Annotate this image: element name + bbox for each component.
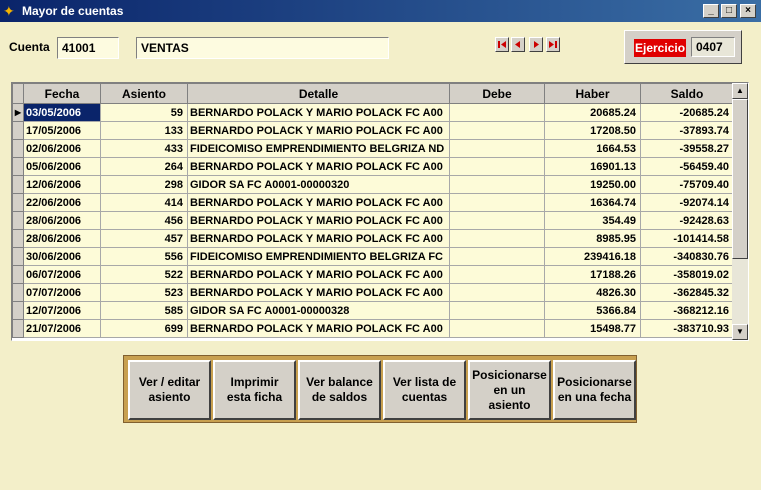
- cell-fecha[interactable]: 12/06/2006: [24, 176, 101, 194]
- cell-fecha[interactable]: 21/07/2006: [24, 320, 101, 338]
- cell-asiento[interactable]: 59: [101, 104, 188, 122]
- cell-asiento[interactable]: 556: [101, 248, 188, 266]
- view-edit-entry-button[interactable]: Ver / editar asiento: [128, 360, 211, 420]
- table-row[interactable]: [13, 176, 734, 194]
- cell-haber[interactable]: 4826.30: [545, 284, 641, 302]
- cell-asiento[interactable]: 699: [101, 320, 188, 338]
- cell-asiento[interactable]: 414: [101, 194, 188, 212]
- cell-detalle[interactable]: FIDEICOMISO EMPRENDIMIENTO BELGRIZA ND: [188, 140, 450, 158]
- table-row[interactable]: [13, 122, 734, 140]
- last-record-icon: [547, 38, 559, 51]
- cell-fecha[interactable]: 06/07/2006: [24, 266, 101, 284]
- app-icon: ✦: [3, 3, 15, 19]
- cell-saldo[interactable]: -340830.76: [641, 248, 734, 266]
- cell-detalle[interactable]: GIDOR SA FC A0001-00000320: [188, 176, 450, 194]
- table-row[interactable]: [13, 104, 734, 122]
- scroll-thumb[interactable]: [732, 99, 748, 259]
- column-header-haber[interactable]: Haber: [545, 84, 641, 104]
- account-code-field[interactable]: 41001: [57, 37, 119, 59]
- cell-fecha[interactable]: 05/06/2006: [24, 158, 101, 176]
- row-indicator-arrow-icon[interactable]: ▶: [13, 104, 24, 122]
- row-indicator[interactable]: [13, 194, 24, 212]
- cell-debe[interactable]: [450, 248, 545, 266]
- cell-debe[interactable]: [450, 284, 545, 302]
- cell-haber[interactable]: 17188.26: [545, 266, 641, 284]
- cell-asiento[interactable]: 264: [101, 158, 188, 176]
- cell-asiento[interactable]: 133: [101, 122, 188, 140]
- table-row[interactable]: [13, 230, 734, 248]
- minimize-button[interactable]: _: [703, 4, 719, 18]
- cell-fecha[interactable]: 28/06/2006: [24, 212, 101, 230]
- row-indicator[interactable]: [13, 230, 24, 248]
- cell-asiento[interactable]: 456: [101, 212, 188, 230]
- cell-detalle[interactable]: GIDOR SA FC A0001-00000328: [188, 302, 450, 320]
- cell-asiento[interactable]: 523: [101, 284, 188, 302]
- table-row[interactable]: [13, 266, 734, 284]
- cell-saldo[interactable]: -383710.93: [641, 320, 734, 338]
- column-header-saldo[interactable]: Saldo: [641, 84, 734, 104]
- ejercicio-value[interactable]: 0407: [691, 37, 735, 57]
- cell-detalle[interactable]: BERNARDO POLACK Y MARIO POLACK FC A00: [188, 104, 450, 122]
- row-indicator[interactable]: [13, 248, 24, 266]
- cell-haber[interactable]: 16364.74: [545, 194, 641, 212]
- cell-debe[interactable]: [450, 176, 545, 194]
- cell-haber[interactable]: 20685.24: [545, 104, 641, 122]
- account-name-field[interactable]: VENTAS: [136, 37, 389, 59]
- column-header-detalle[interactable]: Detalle: [188, 84, 450, 104]
- cell-fecha[interactable]: 03/05/2006: [24, 104, 101, 122]
- cell-detalle[interactable]: BERNARDO POLACK Y MARIO POLACK FC A00: [188, 122, 450, 140]
- first-record-icon: [496, 38, 508, 51]
- cell-debe[interactable]: [450, 230, 545, 248]
- row-indicator[interactable]: [13, 122, 24, 140]
- column-header-fecha[interactable]: Fecha: [24, 84, 101, 104]
- cell-asiento[interactable]: 457: [101, 230, 188, 248]
- cell-asiento[interactable]: 433: [101, 140, 188, 158]
- cell-fecha[interactable]: 22/06/2006: [24, 194, 101, 212]
- table-row[interactable]: [13, 212, 734, 230]
- row-indicator[interactable]: [13, 302, 24, 320]
- cell-fecha[interactable]: 07/07/2006: [24, 284, 101, 302]
- cell-debe[interactable]: [450, 158, 545, 176]
- maximize-button[interactable]: □: [721, 4, 737, 18]
- table-row[interactable]: [13, 140, 734, 158]
- cell-asiento[interactable]: 585: [101, 302, 188, 320]
- table-row[interactable]: [13, 158, 734, 176]
- cell-detalle[interactable]: BERNARDO POLACK Y MARIO POLACK FC A00: [188, 212, 450, 230]
- cell-fecha[interactable]: 30/06/2006: [24, 248, 101, 266]
- cell-asiento[interactable]: 298: [101, 176, 188, 194]
- cell-haber[interactable]: 8985.95: [545, 230, 641, 248]
- cell-saldo[interactable]: -37893.74: [641, 122, 734, 140]
- ledger-grid[interactable]: [11, 82, 749, 341]
- cell-detalle[interactable]: BERNARDO POLACK Y MARIO POLACK FC A00: [188, 320, 450, 338]
- cell-debe[interactable]: [450, 140, 545, 158]
- nav-next-button[interactable]: [529, 37, 543, 52]
- account-label: Cuenta: [9, 40, 50, 54]
- cell-asiento[interactable]: 522: [101, 266, 188, 284]
- prev-record-icon: [512, 38, 524, 51]
- cell-debe[interactable]: [450, 212, 545, 230]
- goto-date-button[interactable]: Posicionarse en una fecha: [553, 360, 636, 420]
- cell-haber[interactable]: 17208.50: [545, 122, 641, 140]
- cell-saldo[interactable]: -75709.40: [641, 176, 734, 194]
- row-indicator[interactable]: [13, 176, 24, 194]
- nav-first-button[interactable]: [495, 37, 509, 52]
- view-balance-button[interactable]: Ver balance de saldos: [298, 360, 381, 420]
- table-row[interactable]: [13, 248, 734, 266]
- row-indicator[interactable]: [13, 212, 24, 230]
- cell-haber[interactable]: 5366.84: [545, 302, 641, 320]
- cell-detalle[interactable]: BERNARDO POLACK Y MARIO POLACK FC A00: [188, 284, 450, 302]
- cell-saldo[interactable]: -368212.16: [641, 302, 734, 320]
- nav-prev-button[interactable]: [511, 37, 525, 52]
- cell-detalle[interactable]: BERNARDO POLACK Y MARIO POLACK FC A00: [188, 266, 450, 284]
- row-indicator[interactable]: [13, 284, 24, 302]
- cell-haber[interactable]: 239416.18: [545, 248, 641, 266]
- ejercicio-panel: [624, 30, 742, 64]
- cell-saldo[interactable]: -56459.40: [641, 158, 734, 176]
- table-row[interactable]: [13, 302, 734, 320]
- cell-haber[interactable]: 354.49: [545, 212, 641, 230]
- cell-saldo[interactable]: -92428.63: [641, 212, 734, 230]
- cell-fecha[interactable]: 12/07/2006: [24, 302, 101, 320]
- cell-saldo[interactable]: -358019.02: [641, 266, 734, 284]
- window-title: Mayor de cuentas: [22, 4, 124, 18]
- cell-debe[interactable]: [450, 302, 545, 320]
- cell-saldo[interactable]: -20685.24: [641, 104, 734, 122]
- next-record-icon: [530, 38, 542, 51]
- cell-saldo[interactable]: -101414.58: [641, 230, 734, 248]
- cell-fecha[interactable]: 28/06/2006: [24, 230, 101, 248]
- close-button[interactable]: ×: [740, 4, 756, 18]
- table-row[interactable]: [13, 320, 734, 338]
- goto-entry-button[interactable]: Posicionarse en un asiento: [468, 360, 551, 420]
- cell-haber[interactable]: 1664.53: [545, 140, 641, 158]
- cell-haber[interactable]: 19250.00: [545, 176, 641, 194]
- cell-haber[interactable]: 15498.77: [545, 320, 641, 338]
- print-sheet-button[interactable]: Imprimir esta ficha: [213, 360, 296, 420]
- column-header-asiento[interactable]: Asiento: [101, 84, 188, 104]
- row-indicator[interactable]: [13, 140, 24, 158]
- row-indicator[interactable]: [13, 158, 24, 176]
- cell-debe[interactable]: [450, 194, 545, 212]
- table-row[interactable]: [13, 284, 734, 302]
- row-indicator[interactable]: [13, 320, 24, 338]
- cell-saldo[interactable]: -362845.32: [641, 284, 734, 302]
- cell-fecha[interactable]: 17/05/2006: [24, 122, 101, 140]
- cell-detalle[interactable]: BERNARDO POLACK Y MARIO POLACK FC A00: [188, 158, 450, 176]
- table-row[interactable]: [13, 194, 734, 212]
- scroll-down-button[interactable]: ▼: [732, 324, 748, 340]
- window-titlebar: [0, 0, 761, 22]
- grid-scrollbar[interactable]: [732, 83, 748, 340]
- ejercicio-label: Ejercicio: [635, 41, 686, 55]
- cell-detalle[interactable]: BERNARDO POLACK Y MARIO POLACK FC A00: [188, 194, 450, 212]
- cell-debe[interactable]: [450, 320, 545, 338]
- cell-detalle[interactable]: FIDEICOMISO EMPRENDIMIENTO BELGRIZA FC: [188, 248, 450, 266]
- cell-detalle[interactable]: BERNARDO POLACK Y MARIO POLACK FC A00: [188, 230, 450, 248]
- grid-header-row: [13, 84, 734, 104]
- action-button-panel: [123, 355, 637, 423]
- view-accounts-list-button[interactable]: Ver lista de cuentas: [383, 360, 466, 420]
- row-indicator[interactable]: [13, 266, 24, 284]
- cell-fecha[interactable]: 02/06/2006: [24, 140, 101, 158]
- column-header-debe[interactable]: Debe: [450, 84, 545, 104]
- cell-saldo[interactable]: -92074.14: [641, 194, 734, 212]
- cell-debe[interactable]: [450, 266, 545, 284]
- nav-last-button[interactable]: [546, 37, 560, 52]
- cell-haber[interactable]: 16901.13: [545, 158, 641, 176]
- cell-debe[interactable]: [450, 104, 545, 122]
- cell-debe[interactable]: [450, 122, 545, 140]
- cell-saldo[interactable]: -39558.27: [641, 140, 734, 158]
- scroll-up-button[interactable]: ▲: [732, 83, 748, 99]
- header-indicator: [13, 84, 24, 104]
